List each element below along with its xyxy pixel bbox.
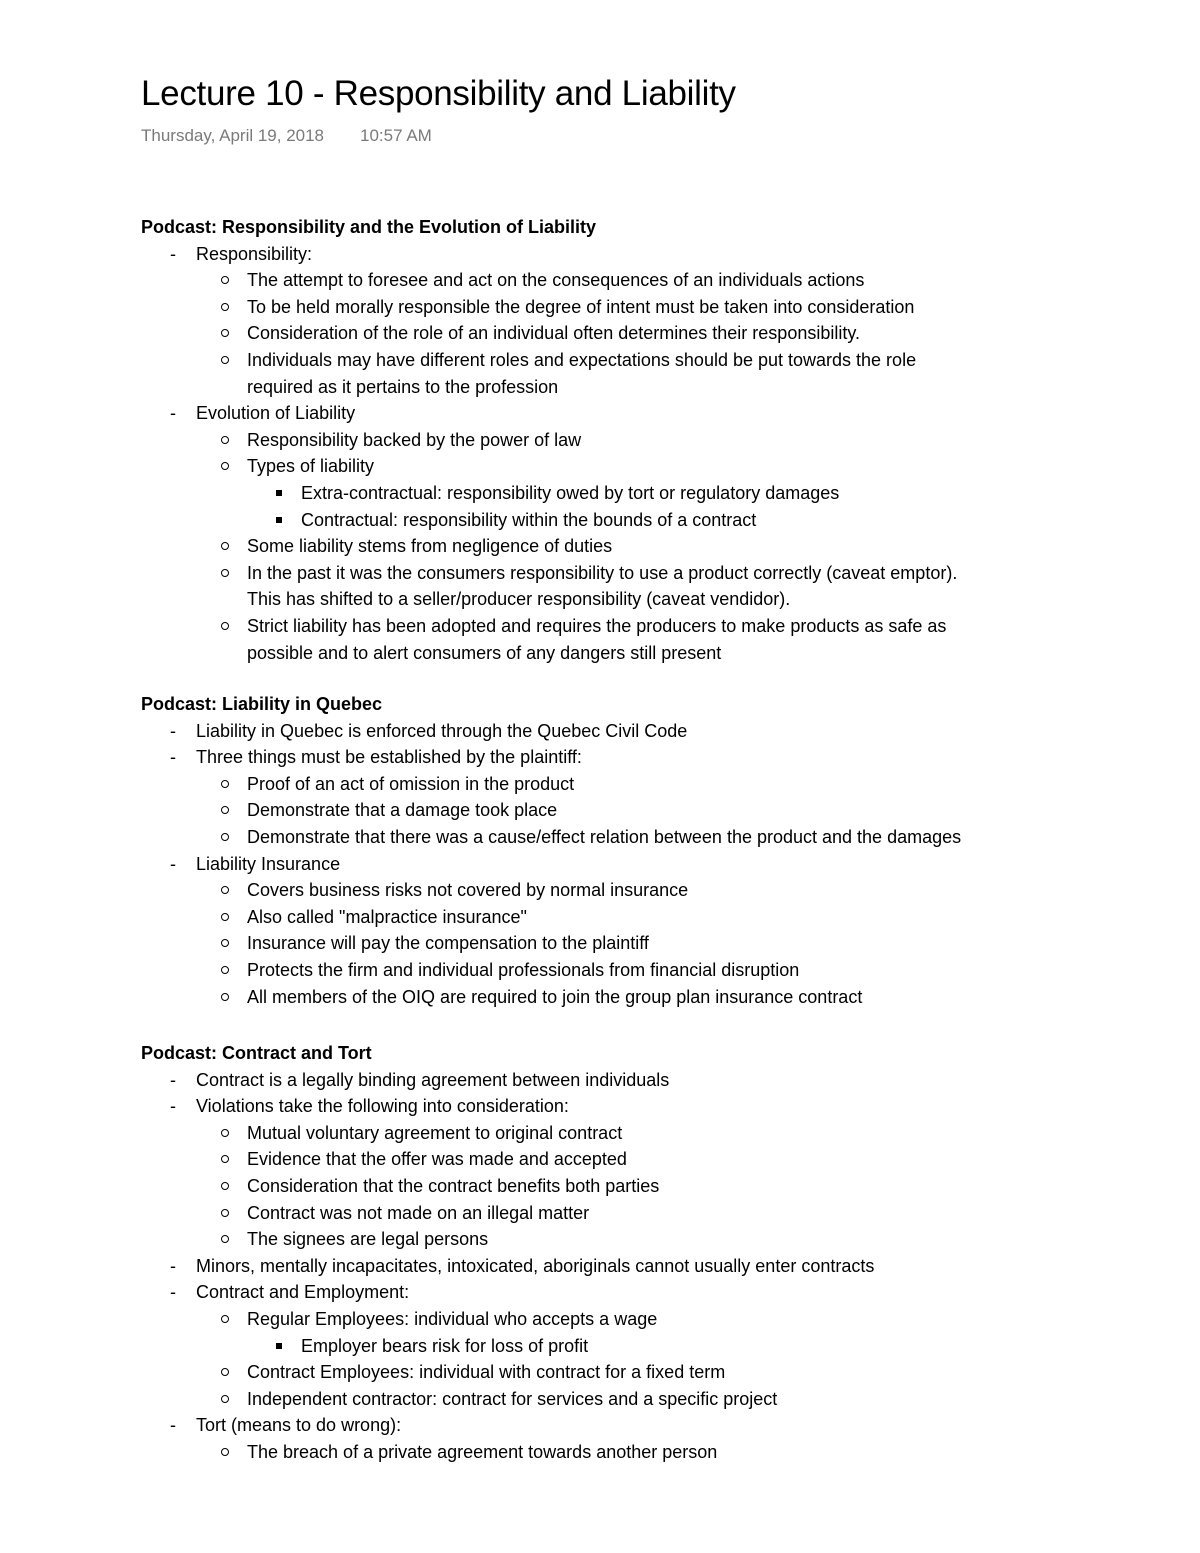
list-item-text-continued: This has shifted to a seller/producer responsibility (caveat vendidor). bbox=[247, 589, 791, 610]
list-item-text: Extra-contractual: responsibility owed by tort or regulatory damages bbox=[301, 483, 840, 503]
list-item-text: Consideration of the role of an individual often determines their responsibility. bbox=[247, 323, 861, 344]
circle-bullet bbox=[221, 569, 229, 577]
list-item-text: Violations take the following into consideration: bbox=[196, 1096, 569, 1117]
list-item-text: Contract and Employment: bbox=[196, 1282, 410, 1303]
circle-bullet bbox=[221, 780, 229, 788]
circle-bullet bbox=[221, 806, 229, 814]
list-item-text: The breach of a private agreement towards another person bbox=[247, 1442, 718, 1462]
list-item-text: Covers business risks not covered by normal insurance bbox=[247, 880, 689, 901]
list-item-text: Protects the firm and individual professionals from financial disruption bbox=[247, 960, 800, 980]
list-item-text: Also called "malpractice insurance" bbox=[247, 906, 527, 927]
circle-bullet bbox=[221, 542, 229, 550]
dash-bullet: - bbox=[170, 1069, 176, 1090]
list-item-text: In the past it was the consumers responsibility to use a product correctly (caveat emptor). bbox=[247, 562, 958, 583]
circle-bullet bbox=[221, 1315, 229, 1323]
list-item-text: Contract was not made on an illegal matter bbox=[247, 1202, 590, 1223]
list-item-text: Responsibility: bbox=[196, 243, 313, 264]
list-item-text: Independent contractor: contract for services and a specific project bbox=[247, 1388, 778, 1409]
circle-bullet bbox=[221, 993, 229, 1001]
dash-bullet: - bbox=[170, 1282, 176, 1303]
dash-bullet: - bbox=[170, 720, 176, 741]
circle-bullet bbox=[221, 1182, 229, 1190]
list-item-text-continued: required as it pertains to the profession bbox=[247, 376, 559, 397]
list-item-text-continued: possible and to alert consumers of any dangers still present bbox=[247, 642, 722, 663]
dash-bullet: - bbox=[170, 747, 176, 768]
circle-bullet bbox=[221, 356, 229, 364]
dash-bullet: - bbox=[170, 1415, 176, 1436]
circle-bullet bbox=[221, 1235, 229, 1243]
list-item-text: All members of the OIQ are required to join the group plan insurance contract bbox=[247, 986, 863, 1007]
list-item-text: Types of liability bbox=[247, 456, 375, 477]
circle-bullet bbox=[221, 1129, 229, 1137]
note-meta bbox=[141, 126, 432, 146]
page-title: Lecture 10 - Responsibility and Liability bbox=[141, 74, 736, 113]
circle-bullet bbox=[221, 913, 229, 921]
section-heading: Podcast: Liability in Quebec bbox=[141, 694, 383, 714]
list-item-text: The signees are legal persons bbox=[247, 1229, 489, 1250]
circle-bullet bbox=[221, 833, 229, 841]
circle-bullet bbox=[221, 1368, 229, 1376]
list-item-text: Regular Employees: individual who accepts a wage bbox=[247, 1309, 658, 1329]
dash-bullet: - bbox=[170, 403, 176, 424]
list-item-text: Insurance will pay the compensation to the plaintiff bbox=[247, 933, 649, 954]
list-item-text: Tort (means to do wrong): bbox=[196, 1415, 402, 1436]
list-item-text: Consideration that the contract benefits both parties bbox=[247, 1176, 660, 1196]
dash-bullet: - bbox=[170, 1255, 176, 1276]
dash-bullet: - bbox=[170, 1096, 176, 1117]
dash-bullet: - bbox=[170, 243, 176, 264]
section-heading: Podcast: Contract and Tort bbox=[141, 1043, 372, 1063]
circle-bullet bbox=[221, 886, 229, 894]
list-item-text: Demonstrate that a damage took place bbox=[247, 800, 558, 821]
list-item-text: Minors, mentally incapacitates, intoxicated, aboriginals cannot usually enter contracts bbox=[196, 1255, 875, 1276]
list-item-text: Contract is a legally binding agreement between individuals bbox=[196, 1069, 670, 1090]
square-bullet bbox=[276, 1343, 282, 1349]
list-item-text: To be held morally responsible the degree of intent must be taken into consideration bbox=[247, 296, 915, 317]
square-bullet bbox=[276, 517, 282, 523]
list-item-text: Contract Employees: individual with contract for a fixed term bbox=[247, 1362, 726, 1383]
circle-bullet bbox=[221, 1448, 229, 1456]
circle-bullet bbox=[221, 462, 229, 470]
list-item-text: The attempt to foresee and act on the consequences of an individuals actions bbox=[247, 270, 865, 291]
list-item-text: Contractual: responsibility within the bounds of a contract bbox=[301, 509, 757, 530]
note-time: 10:57 AM bbox=[360, 126, 432, 145]
list-item-text: Liability in Quebec is enforced through the Quebec Civil Code bbox=[196, 720, 688, 741]
list-item-text: Three things must be established by the plaintiff: bbox=[196, 747, 582, 768]
list-item-text: Some liability stems from negligence of duties bbox=[247, 536, 613, 557]
circle-bullet bbox=[221, 939, 229, 947]
list-item-text: Strict liability has been adopted and requires the producers to make products as safe as bbox=[247, 616, 947, 636]
circle-bullet bbox=[221, 622, 229, 630]
list-item-text: Mutual voluntary agreement to original contract bbox=[247, 1122, 623, 1143]
list-item-text: Evidence that the offer was made and accepted bbox=[247, 1149, 627, 1170]
circle-bullet bbox=[221, 1395, 229, 1403]
list-item-text: Liability Insurance bbox=[196, 853, 341, 874]
circle-bullet bbox=[221, 966, 229, 974]
list-item-text: Individuals may have different roles and expectations should be put towards the role bbox=[247, 350, 917, 370]
dash-bullet: - bbox=[170, 853, 176, 874]
list-item-text: Employer bears risk for loss of profit bbox=[301, 1335, 589, 1356]
list-item-text: Proof of an act of omission in the product bbox=[247, 773, 575, 794]
list-item-text: Evolution of Liability bbox=[196, 403, 356, 424]
circle-bullet bbox=[221, 276, 229, 284]
circle-bullet bbox=[221, 329, 229, 337]
circle-bullet bbox=[221, 436, 229, 444]
list-item-text: Responsibility backed by the power of law bbox=[247, 429, 582, 450]
note-date: Thursday, April 19, 2018 bbox=[141, 126, 325, 145]
circle-bullet bbox=[221, 303, 229, 311]
section-heading: Podcast: Responsibility and the Evolution of Liability bbox=[141, 217, 597, 237]
square-bullet bbox=[276, 490, 282, 496]
list-item-text: Demonstrate that there was a cause/effect relation between the product and the damages bbox=[247, 827, 962, 847]
circle-bullet bbox=[221, 1155, 229, 1163]
circle-bullet bbox=[221, 1209, 229, 1217]
